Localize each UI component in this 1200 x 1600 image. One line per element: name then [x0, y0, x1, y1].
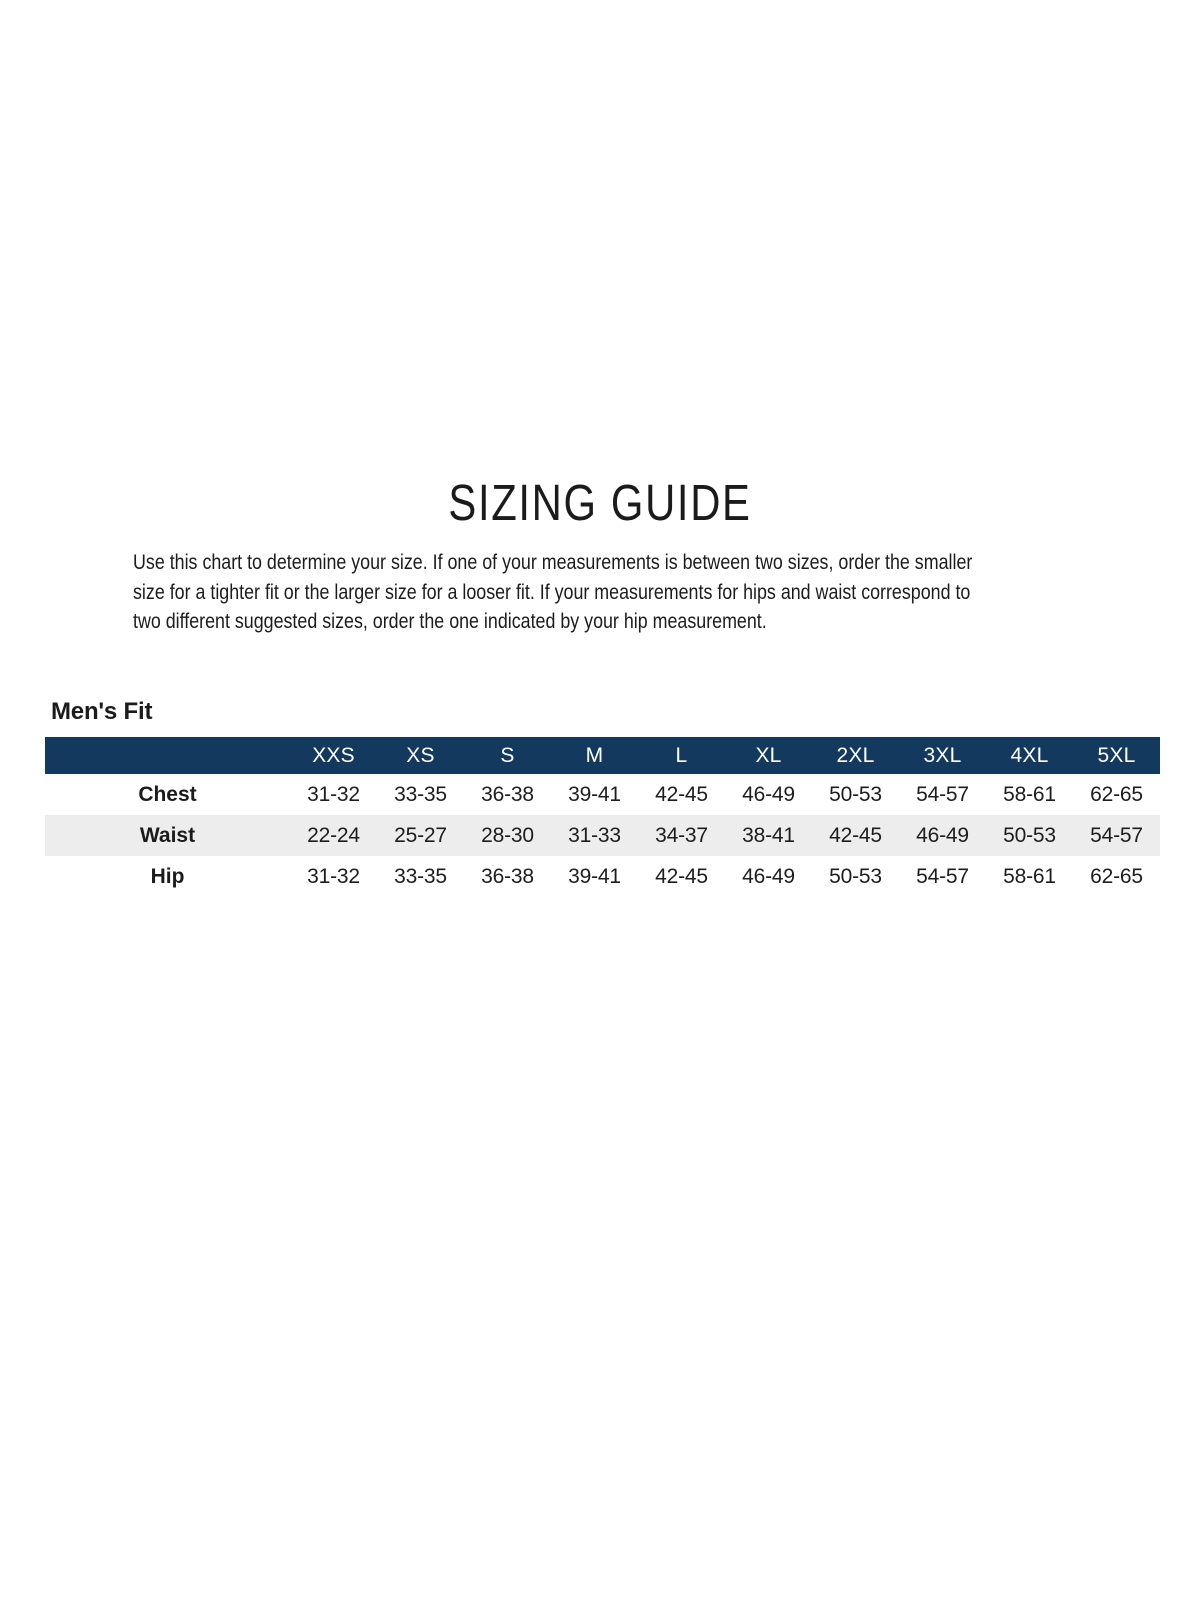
waist-value-xs: 25-27 — [377, 815, 464, 856]
hip-value-5xl: 62-65 — [1090, 864, 1143, 888]
size-table-header-row — [45, 737, 1160, 774]
intro-line-3: two different suggested sizes, order the one indicated by your hip measurement. — [133, 610, 767, 633]
chest-value-4xl: 58-61 — [1003, 782, 1056, 806]
size-column-header-s: S — [464, 737, 551, 774]
size-column-header-xs: XS — [377, 737, 464, 774]
chest-value-m: 39-41 — [568, 782, 621, 806]
hip-value-l: 42-45 — [655, 864, 708, 888]
waist-value-xxs: 22-24 — [290, 815, 377, 856]
size-column-header-xxs: XXS — [290, 737, 377, 774]
size-column-header-3xl: 3XL — [899, 737, 986, 774]
hip-value-4xl: 58-61 — [1003, 864, 1056, 888]
waist-value-2xl: 42-45 — [812, 815, 899, 856]
table-row-waist — [45, 815, 1160, 856]
row-label-chest: Chest — [138, 782, 197, 806]
size-column-header-l: L — [638, 737, 725, 774]
waist-value-3xl: 46-49 — [899, 815, 986, 856]
intro-line-1: Use this chart to determine your size. If one of your measurements is between two sizes, order the smaller — [133, 551, 973, 574]
waist-value-xl: 38-41 — [725, 815, 812, 856]
chest-value-l: 42-45 — [655, 782, 708, 806]
chest-value-xxs: 31-32 — [307, 782, 360, 806]
intro-line-2: size for a tighter fit or the larger size for a looser fit. If your measurements for hips and waist correspond to — [133, 580, 971, 604]
waist-value-s: 28-30 — [464, 815, 551, 856]
mens-fit-size-table — [45, 737, 1160, 897]
chest-value-xl: 46-49 — [742, 782, 795, 806]
hip-value-s: 36-38 — [481, 864, 534, 888]
size-column-header-2xl: 2XL — [812, 737, 899, 774]
size-column-header-5xl: 5XL — [1073, 737, 1160, 774]
chest-value-3xl: 54-57 — [916, 782, 969, 806]
page-title: SIZING GUIDE — [448, 474, 752, 531]
hip-value-xs: 33-35 — [394, 864, 447, 888]
waist-value-m: 31-33 — [551, 815, 638, 856]
hip-value-xl: 46-49 — [742, 864, 795, 888]
chest-value-2xl: 50-53 — [829, 782, 882, 806]
waist-value-4xl: 50-53 — [986, 815, 1073, 856]
chest-value-xs: 33-35 — [394, 782, 447, 806]
hip-value-xxs: 31-32 — [307, 864, 360, 888]
intro-paragraph — [133, 548, 972, 637]
table-row-chest — [45, 774, 1160, 815]
row-label-waist: Waist — [45, 815, 290, 856]
row-label-hip: Hip — [150, 864, 185, 888]
waist-value-5xl: 54-57 — [1073, 815, 1160, 856]
chest-value-s: 36-38 — [481, 782, 534, 806]
size-column-header-4xl: 4XL — [986, 737, 1073, 774]
size-column-header-m: M — [551, 737, 638, 774]
size-column-header-xl: XL — [725, 737, 812, 774]
waist-value-l: 34-37 — [638, 815, 725, 856]
hip-value-3xl: 54-57 — [916, 864, 969, 888]
hip-value-m: 39-41 — [568, 864, 621, 888]
chest-value-5xl: 62-65 — [1090, 782, 1143, 806]
section-heading-mens-fit: Men's Fit — [51, 698, 153, 725]
hip-value-2xl: 50-53 — [829, 864, 882, 888]
table-row-hip — [45, 856, 1160, 897]
size-table-corner-cell — [45, 737, 290, 774]
